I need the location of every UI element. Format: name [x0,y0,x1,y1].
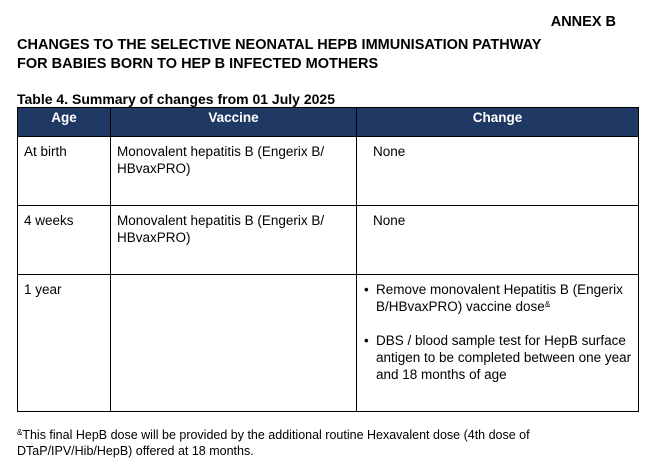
footnote-marker: & [17,428,23,437]
change-bullet-list [363,281,632,383]
column-header-change: Change [357,108,639,137]
footnote-text: This final HepB dose will be provided by the additional routine Hexavalent dose (4th dose of DTaP/IPV/Hib/HepB) offered at 18 months. [17,428,530,458]
change-bullet-text: Remove monovalent Hepatitis B (Engerix B/HBvaxPRO) vaccine dose [376,282,623,314]
table-row [18,206,639,275]
change-cell: None [357,206,639,275]
column-header-vaccine: Vaccine [111,108,357,137]
table-row [18,275,639,412]
change-cell [357,275,639,412]
change-bullet [376,332,632,383]
title-line-2: FOR BABIES BORN TO HEP B INFECTED MOTHERS [17,56,379,72]
table-row [18,137,639,206]
page-title [17,36,541,74]
annex-label: ANNEX B [550,14,616,30]
age-cell: 1 year [18,275,111,412]
footnote [17,427,627,459]
column-header-age: Age [18,108,111,137]
change-bullet-text: DBS / blood sample test for HepB surface antigen to be completed between one year and 18 months of age [376,333,632,382]
vaccine-cell [111,275,357,412]
age-cell: 4 weeks [18,206,111,275]
change-bullet [376,281,632,315]
vaccine-cell: Monovalent hepatitis B (Engerix B/ HBvaxPRO) [111,137,357,206]
title-line-1: CHANGES TO THE SELECTIVE NEONATAL HEPB IMMUNISATION PATHWAY [17,37,542,53]
footnote-marker: & [544,300,551,309]
table-header-row [18,108,639,137]
age-cell: At birth [18,137,111,206]
vaccine-cell: Monovalent hepatitis B (Engerix B/ HBvaxPRO) [111,206,357,275]
summary-table [17,107,639,412]
table-caption: Table 4. Summary of changes from 01 July 2025 [17,91,335,107]
change-cell: None [357,137,639,206]
